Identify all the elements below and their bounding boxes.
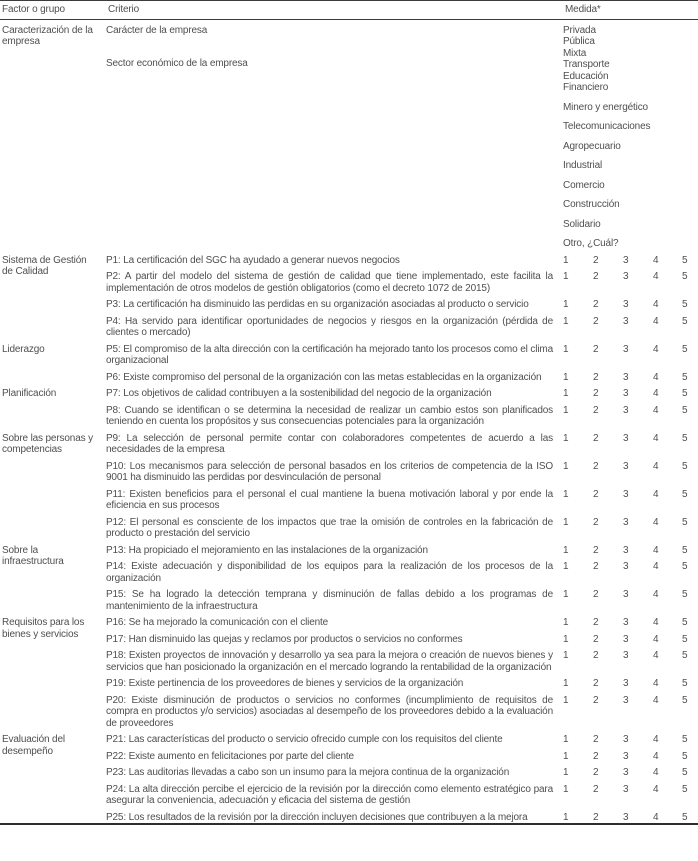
measure-option: Solidario [563,218,601,230]
scale-value: 1 [563,561,569,572]
column-header-factor: Factor o grupo [2,4,65,15]
factor-group-label: Sobre las personas y competencias [2,432,93,455]
question-row [106,311,698,339]
likert-scale [563,629,698,646]
question-row [106,339,698,367]
likert-scale [563,512,698,540]
scale-value: 2 [593,734,599,745]
scale-value: 4 [653,561,659,572]
scale-value: 5 [682,678,688,689]
scale-value: 5 [682,633,688,645]
scale-value: 4 [653,371,659,383]
factor-group-label: Liderazgo [2,343,45,355]
likert-scale [563,400,698,428]
scale-value: 4 [653,783,659,795]
question-row [106,584,698,612]
scale-value: 1 [563,371,569,383]
scale-value: 5 [682,750,688,762]
scale-value: 4 [653,678,659,689]
scale-value: 1 [563,694,569,706]
scale-value: 3 [623,811,629,823]
likert-scale [563,690,698,730]
scale-value: 4 [653,734,659,745]
likert-scale [563,762,698,779]
scale-value: 4 [653,315,659,327]
question-text: P10: Los mecanismos para selección de personal basados en los criterios de competencia de la ISO 9001 ha disminuido las perdidas por desvinculación de personal [106,460,553,483]
question-text: P25: Los resultados de la revisión por la dirección incluyen decisiones que contribuyen a la mejora [106,811,528,823]
factor-group-row [0,612,698,729]
measure-option: Minero y energético [563,101,648,113]
question-text: P18: Existen proyectos de innovación y desarrollo ya sea para la mejora o creación de nuevos bienes y servicios que han posicionado la organización en el mercado logrando la rentabilidad de la organización [106,650,553,673]
scale-value: 3 [623,388,629,399]
scale-value: 5 [682,544,688,556]
scale-value: 3 [623,561,629,572]
likert-scale [563,383,698,400]
scale-value: 4 [653,254,659,266]
question-row [106,367,698,384]
question-items [106,339,698,384]
question-row [106,779,698,807]
question-text: P4: Ha servido para identificar oportunidades de negocios y riesgos en la organización (pérdida de clientes o mercado) [106,315,553,338]
scale-value: 3 [623,617,629,628]
characterization-row [0,20,698,250]
measure-option: Financiero [563,82,609,93]
scale-value: 3 [623,299,629,310]
question-items [106,729,698,823]
scale-value: 1 [563,783,569,795]
scale-value: 4 [653,460,659,472]
characterization-criteria [106,20,563,250]
scale-value: 2 [593,460,599,472]
scale-value: 1 [563,767,569,778]
scale-value: 5 [682,561,688,572]
scale-value: 3 [623,254,629,266]
scale-value: 4 [653,811,659,823]
question-row [106,540,698,557]
question-items [106,540,698,613]
scale-value: 5 [682,371,688,383]
question-row [106,729,698,746]
likert-scale [563,556,698,584]
scale-value: 2 [593,561,599,572]
scale-value: 2 [593,544,599,556]
question-row [106,556,698,584]
measure-option: Otro, ¿Cuál? [563,238,619,249]
question-text: P21: Las características del producto o servicio ofrecido cumple con los requisitos del cliente [106,734,503,745]
likert-scale [563,484,698,512]
criterion-label: Sector económico de la empresa [106,58,248,69]
scale-value: 4 [653,343,659,355]
measure-option: Educación [563,70,609,82]
likert-scale [563,729,698,746]
question-row [106,428,698,456]
question-text: P15: Se ha logrado la detección temprana y disminución de fallas debido a los programas de mantenimiento de la infraestructura [106,589,553,612]
scale-value: 3 [623,460,629,472]
scale-value: 3 [623,488,629,500]
question-text: P7: Los objetivos de calidad contribuyen a la sostenibilidad del negocio de la organización [106,388,492,399]
likert-scale [563,645,698,673]
measure-option: Comercio [563,179,605,191]
question-row [106,629,698,646]
likert-scale [563,428,698,456]
scale-value: 1 [563,617,569,628]
question-row [106,456,698,484]
factor-group-label: Requisitos para los bienes y servicios [2,617,85,640]
scale-value: 5 [682,299,688,310]
scale-value: 3 [623,650,629,661]
question-row [106,645,698,673]
scale-value: 4 [653,650,659,661]
column-header-medida: Medida* [565,4,601,15]
scale-value: 1 [563,811,569,823]
measure-option: Mixta [563,47,587,59]
scale-value: 2 [593,783,599,795]
question-text: P17: Han disminuido las quejas y reclamos por productos o servicios no conformes [106,633,463,645]
scale-value: 3 [623,750,629,762]
measure-option: Agropecuario [563,140,621,152]
scale-value: 3 [623,432,629,444]
scale-value: 1 [563,488,569,500]
scale-value: 4 [653,432,659,444]
measure-option: Privada [563,24,596,36]
question-row [106,400,698,428]
factor-group-label: Sobre la infraestructura [2,544,64,567]
factor-group-row [0,729,698,823]
scale-value: 2 [593,371,599,383]
scale-value: 3 [623,516,629,528]
question-row [106,673,698,690]
scale-value: 2 [593,750,599,762]
scale-value: 4 [653,544,659,556]
question-items [106,250,698,339]
scale-value: 5 [682,516,688,528]
factor-group-label: Planificación [2,388,57,399]
scale-value: 1 [563,516,569,528]
scale-value: 5 [682,694,688,706]
scale-value: 2 [593,811,599,823]
likert-scale [563,612,698,629]
scale-value: 4 [653,617,659,628]
scale-value: 2 [593,633,599,645]
scale-value: 3 [623,315,629,327]
measure-option: Telecomunicaciones [563,121,651,132]
scale-value: 5 [682,343,688,355]
scale-value: 5 [682,254,688,266]
likert-scale [563,673,698,690]
scale-value: 3 [623,544,629,556]
scale-value: 2 [593,617,599,628]
question-text: P19: Existe pertinencia de los proveedores de bienes y servicios de la organización [106,678,464,689]
question-text: P1: La certificación del SGC ha ayudado a generar nuevos negocios [106,254,400,266]
scale-value: 1 [563,404,569,416]
question-text: P9: La selección de personal permite contar con colaboradores competentes de acuerdo a las necesidades de la empresa [106,432,553,455]
question-row [106,294,698,311]
scale-value: 2 [593,432,599,444]
question-text: P24: La alta dirección percibe el ejercicio de la revisión por la dirección como elemento estratégico para asegurar la conveniencia, adecuación y eficacia del sistema de gestión [106,783,553,806]
factor-group-row [0,339,698,384]
scale-value: 2 [593,589,599,600]
question-row [106,690,698,730]
scale-value: 1 [563,544,569,556]
scale-value: 5 [682,488,688,500]
question-row [106,762,698,779]
scale-value: 1 [563,343,569,355]
scale-value: 2 [593,678,599,689]
scale-value: 2 [593,315,599,327]
measure-option: Pública [563,36,595,47]
scale-value: 3 [623,678,629,689]
scale-value: 3 [623,694,629,706]
scale-value: 4 [653,767,659,778]
scale-value: 2 [593,299,599,310]
likert-scale [563,746,698,763]
scale-value: 5 [682,404,688,416]
column-header-criterio: Criterio [108,4,140,15]
scale-value: 5 [682,650,688,661]
question-items [106,428,698,540]
factor-group-row [0,250,698,339]
likert-scale [563,540,698,557]
scale-value: 4 [653,516,659,528]
criterion-label: Carácter de la empresa [106,24,208,36]
scale-value: 2 [593,254,599,266]
likert-scale [563,584,698,612]
scale-value: 4 [653,299,659,310]
scale-value: 3 [623,343,629,355]
scale-value: 4 [653,388,659,399]
scale-value: 4 [653,271,659,282]
question-text: P13: Ha propiciado el mejoramiento en las instalaciones de la organización [106,544,428,556]
factor-group-row [0,383,698,428]
scale-value: 4 [653,488,659,500]
likert-scale [563,779,698,807]
factor-group-row [0,540,698,613]
scale-value: 2 [593,404,599,416]
scale-value: 3 [623,271,629,282]
scale-value: 1 [563,734,569,745]
question-row [106,484,698,512]
scale-value: 4 [653,589,659,600]
scale-value: 4 [653,750,659,762]
question-text: P20: Existe disminución de productos o servicios no conformes (incumplimiento de requisitos de compra en productos y/o servicios) asociadas al desempeño de los proveedores debido a la evaluación de proveedores [106,694,553,729]
scale-value: 1 [563,460,569,472]
likert-scale [563,294,698,311]
question-items [106,383,698,428]
question-row [106,612,698,629]
scale-value: 1 [563,750,569,762]
scale-value: 5 [682,388,688,399]
measure-option: Transporte [563,59,610,70]
scale-value: 5 [682,734,688,745]
scale-value: 2 [593,767,599,778]
factor-group-label: Caracterización de la empresa [2,24,93,47]
question-text: P3: La certificación ha disminuido las perdidas en su organización asociadas al producto o servicio [106,299,529,310]
question-row [106,807,698,824]
scale-value: 2 [593,343,599,355]
scale-value: 1 [563,254,569,266]
factor-group-row [0,428,698,540]
question-text: P8: Cuando se identifican o se determina la necesidad de realizar un cambio estos son planificados teniendo en cuenta los propósitos y sus consecuencias potenciales para la organización [106,404,553,427]
scale-value: 5 [682,589,688,600]
scale-value: 5 [682,315,688,327]
scale-value: 2 [593,488,599,500]
question-row [106,266,698,294]
likert-scale [563,266,698,294]
scale-value: 3 [623,589,629,600]
scale-value: 1 [563,678,569,689]
scale-value: 5 [682,460,688,472]
likert-scale [563,807,698,824]
question-text: P12: El personal es consciente de los impactos que trae la omisión de controles en la fabricación de producto o prestación del servicio [106,516,553,539]
scale-value: 4 [653,694,659,706]
table-header-row [0,1,698,20]
question-items [106,612,698,729]
scale-value: 1 [563,589,569,600]
factor-group-label: Evaluación del desempeño [2,734,65,757]
question-text: P14: Existe adecuación y disponibilidad de los equipos para la realización de los procesos de la organización [106,561,553,584]
scale-value: 5 [682,271,688,282]
scale-value: 3 [623,633,629,645]
scale-value: 3 [623,371,629,383]
scale-value: 1 [563,633,569,645]
scale-value: 3 [623,783,629,795]
scale-value: 1 [563,432,569,444]
question-text: P16: Se ha mejorado la comunicación con el cliente [106,617,329,628]
measure-options-list [563,20,698,250]
question-row [106,250,698,267]
question-text: P5: El compromiso de la alta dirección con la certificación ha mejorado tanto los procesos como el clima organizacional [106,343,553,366]
factor-group-label: Sistema de Gestión de Calidad [2,254,87,277]
likert-scale [563,311,698,339]
question-text: P23: Las auditorias llevadas a cabo son un insumo para la mejora continua de la organización [106,767,510,778]
scale-value: 5 [682,617,688,628]
likert-scale [563,250,698,267]
scale-value: 4 [653,633,659,645]
question-text: P11: Existen beneficios para el personal el cual mantiene la buena motivación laboral y por ende la eficiencia en sus procesos [106,488,553,511]
scale-value: 1 [563,315,569,327]
question-row [106,512,698,540]
scale-value: 1 [563,271,569,282]
scale-value: 1 [563,650,569,661]
scale-value: 5 [682,811,688,823]
scale-value: 2 [593,694,599,706]
question-text: P22: Existe aumento en felicitaciones por parte del cliente [106,750,354,762]
scale-value: 5 [682,783,688,795]
question-row [106,746,698,763]
measure-option: Industrial [563,160,603,171]
question-row [106,383,698,400]
scale-value: 1 [563,388,569,399]
likert-scale [563,367,698,384]
scale-value: 2 [593,516,599,528]
scale-value: 2 [593,271,599,282]
scale-value: 3 [623,404,629,416]
likert-scale [563,456,698,484]
scale-value: 3 [623,767,629,778]
scale-value: 5 [682,767,688,778]
question-text: P6: Existe compromiso del personal de la organización con las metas establecidas en la organización [106,371,542,383]
scale-value: 2 [593,650,599,661]
likert-scale [563,339,698,367]
scale-value: 4 [653,404,659,416]
scale-value: 3 [623,734,629,745]
scale-value: 2 [593,388,599,399]
scale-value: 5 [682,432,688,444]
scale-value: 1 [563,299,569,310]
question-groups [0,250,698,824]
measure-option: Construcción [563,199,620,210]
question-text: P2: A partir del modelo del sistema de gestión de calidad que tiene implementado, este facilita la implementación de otros modelos de gestión obligatorios (como el decreto 1072 de 2015) [106,271,553,294]
